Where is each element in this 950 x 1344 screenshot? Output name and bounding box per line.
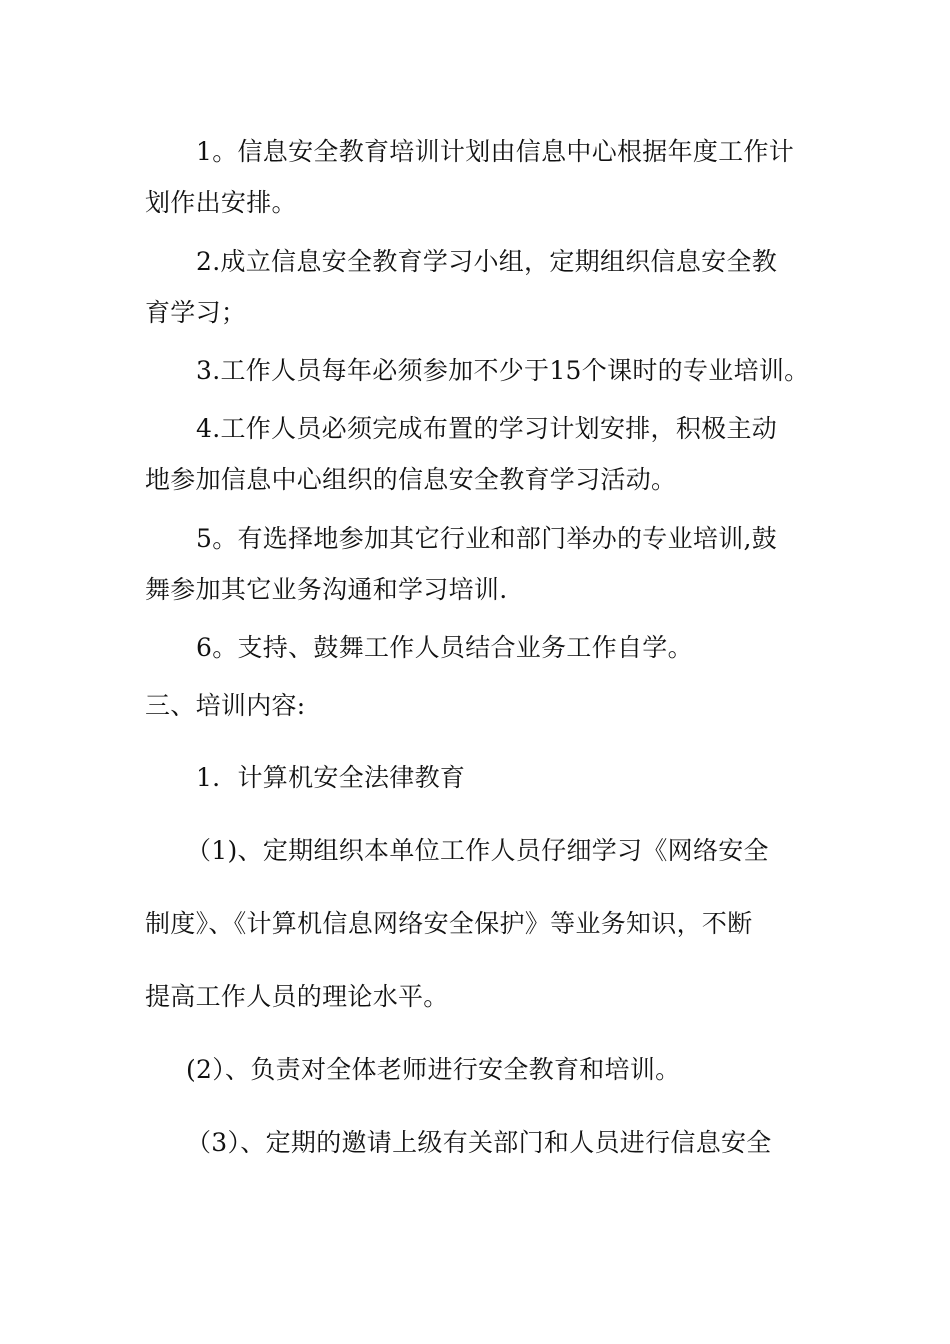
subheading-1: 1．计算机安全法律教育	[196, 763, 466, 792]
paragraph-5-line-1: 5。有选择地参加其它行业和部门举办的专业培训,鼓	[196, 524, 778, 553]
paragraph-3-line-1: 3.工作人员每年必须参加不少于15个课时的专业培训。	[196, 356, 810, 385]
paragraph-4-line-1: 4.工作人员必须完成布置的学习计划安排，积极主动	[196, 414, 778, 443]
item-3-line-1: （3）、定期的邀请上级有关部门和人员进行信息安全	[186, 1128, 772, 1157]
item-2-line-1: (2）、负责对全体老师进行安全教育和培训。	[186, 1055, 681, 1084]
paragraph-1-line-1: 1。信息安全教育培训计划由信息中心根据年度工作计	[196, 137, 795, 166]
paragraph-4-line-2: 地参加信息中心组织的信息安全教育学习活动。	[145, 465, 677, 494]
item-1-line-1: （1)、定期组织本单位工作人员仔细学习《网络安全	[186, 836, 769, 865]
paragraph-5-line-2: 舞参加其它业务沟通和学习培训.	[145, 575, 508, 604]
paragraph-2-line-2: 育学习；	[145, 298, 247, 327]
paragraph-1-line-2: 划作出安排。	[145, 188, 297, 217]
paragraph-6-line-1: 6。支持、鼓舞工作人员结合业务工作自学。	[196, 633, 693, 662]
item-1-line-2: 制度》、《计算机信息网络安全保护》等业务知识，不断	[145, 909, 753, 938]
item-1-line-3: 提高工作人员的理论水平。	[145, 982, 449, 1011]
section-heading: 三、培训内容:	[145, 691, 306, 720]
paragraph-2-line-1: 2.成立信息安全教育学习小组，定期组织信息安全教	[196, 247, 778, 276]
